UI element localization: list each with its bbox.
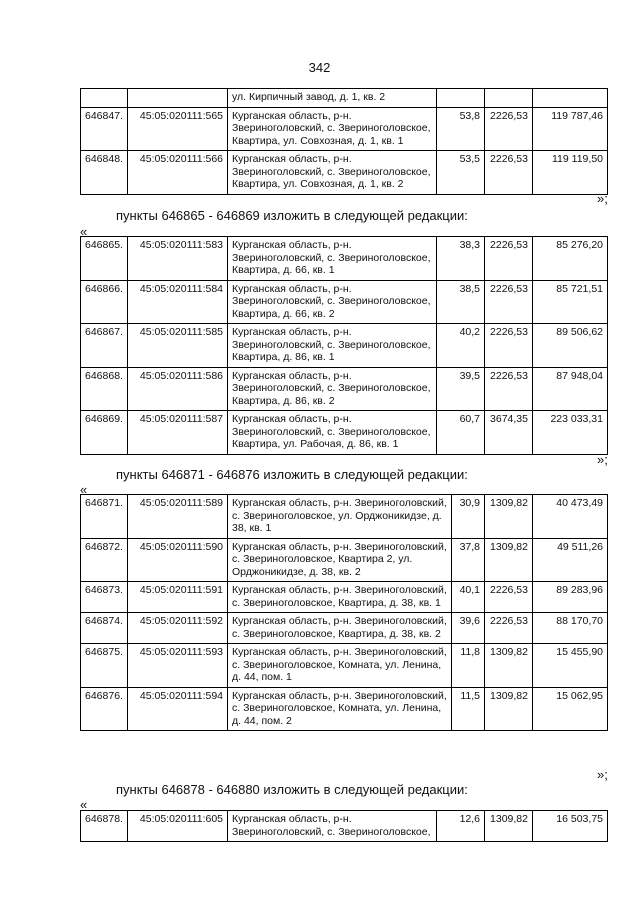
cadastral-number: 45:05:020111:587 bbox=[128, 411, 228, 455]
area-value: 12,6 bbox=[437, 811, 485, 842]
table-row bbox=[81, 495, 608, 539]
item-number: 646878. bbox=[81, 811, 128, 842]
cadastral-number bbox=[128, 89, 228, 108]
address: Курганская область, р-н. Звериноголовский, с. Звериноголовское, Квартира, д. 38, кв. 1 bbox=[228, 582, 452, 613]
cadastral-number: 45:05:020111:594 bbox=[128, 687, 228, 731]
price-per-unit: 1309,82 bbox=[485, 495, 533, 539]
address: Курганская область, р-н. Звериноголовский, с. Звериноголовское, Квартира, д. 86, кв. 1 bbox=[228, 324, 437, 368]
area-value: 39,5 bbox=[437, 367, 485, 411]
cadastral-number: 45:05:020111:591 bbox=[128, 582, 228, 613]
area-value: 38,5 bbox=[437, 280, 485, 324]
item-number: 646867. bbox=[81, 324, 128, 368]
table-row bbox=[81, 280, 608, 324]
address: Курганская область, р-н. Звериноголовский, с. Звериноголовское, bbox=[228, 811, 437, 842]
cadastral-number: 45:05:020111:593 bbox=[128, 644, 228, 688]
cadastral-value: 88 170,70 bbox=[533, 613, 608, 644]
area-value: 40,2 bbox=[437, 324, 485, 368]
registry-table-2 bbox=[80, 236, 608, 455]
cadastral-value: 15 455,90 bbox=[533, 644, 608, 688]
area-value: 40,1 bbox=[452, 582, 485, 613]
table-row bbox=[81, 582, 608, 613]
cadastral-number: 45:05:020111:590 bbox=[128, 538, 228, 582]
address: Курганская область, р-н. Звериноголовский, с. Звериноголовское, Квартира, ул. Рабочая, д. 86, кв. 1 bbox=[228, 411, 437, 455]
cadastral-value: 87 948,04 bbox=[533, 367, 608, 411]
table-row bbox=[81, 644, 608, 688]
price-per-unit bbox=[485, 89, 533, 108]
area-value: 11,5 bbox=[452, 687, 485, 731]
price-per-unit: 2226,53 bbox=[485, 237, 533, 281]
cadastral-number: 45:05:020111:586 bbox=[128, 367, 228, 411]
cadastral-value: 49 511,26 bbox=[533, 538, 608, 582]
price-per-unit: 3674,35 bbox=[485, 411, 533, 455]
item-number: 646871. bbox=[81, 495, 128, 539]
amendment-note-2: пункты 646871 - 646876 изложить в следующей редакции: bbox=[116, 467, 468, 482]
table-row bbox=[81, 811, 608, 842]
cadastral-value: 16 503,75 bbox=[533, 811, 608, 842]
price-per-unit: 2226,53 bbox=[485, 613, 533, 644]
table-row bbox=[81, 237, 608, 281]
item-number bbox=[81, 89, 128, 108]
cadastral-value: 15 062,95 bbox=[533, 687, 608, 731]
cadastral-value: 85 276,20 bbox=[533, 237, 608, 281]
table-row bbox=[81, 151, 608, 195]
table-row bbox=[81, 367, 608, 411]
table-row bbox=[81, 538, 608, 582]
address: Курганская область, р-н. Звериноголовский, с. Звериноголовское, Квартира, ул. Совхозная, д. 1, кв. 2 bbox=[228, 151, 437, 195]
address: Курганская область, р-н. Звериноголовский, с. Звериноголовское, Комната, ул. Ленина, д. 44, пом. 1 bbox=[228, 644, 452, 688]
cadastral-value: 119 119,50 bbox=[533, 151, 608, 195]
registry-table-1 bbox=[80, 88, 608, 195]
closing-quote-1: »; bbox=[597, 191, 608, 206]
price-per-unit: 2226,53 bbox=[485, 324, 533, 368]
cadastral-number: 45:05:020111:583 bbox=[128, 237, 228, 281]
item-number: 646875. bbox=[81, 644, 128, 688]
amendment-note-3: пункты 646878 - 646880 изложить в следующей редакции: bbox=[116, 782, 468, 797]
address: Курганская область, р-н. Звериноголовский, с. Звериноголовское, Квартира, д. 86, кв. 2 bbox=[228, 367, 437, 411]
area-value: 37,8 bbox=[452, 538, 485, 582]
address: ул. Кирпичный завод, д. 1, кв. 2 bbox=[228, 89, 437, 108]
cadastral-number: 45:05:020111:589 bbox=[128, 495, 228, 539]
registry-table-4 bbox=[80, 810, 608, 842]
page-number: 342 bbox=[308, 60, 331, 75]
table-row bbox=[81, 687, 608, 731]
cadastral-value: 223 033,31 bbox=[533, 411, 608, 455]
item-number: 646874. bbox=[81, 613, 128, 644]
cadastral-value: 85 721,51 bbox=[533, 280, 608, 324]
price-per-unit: 1309,82 bbox=[485, 538, 533, 582]
price-per-unit: 2226,53 bbox=[485, 107, 533, 151]
cadastral-number: 45:05:020111:565 bbox=[128, 107, 228, 151]
cadastral-value: 89 506,62 bbox=[533, 324, 608, 368]
item-number: 646865. bbox=[81, 237, 128, 281]
item-number: 646847. bbox=[81, 107, 128, 151]
table-row bbox=[81, 107, 608, 151]
cadastral-number: 45:05:020111:584 bbox=[128, 280, 228, 324]
area-value: 11,8 bbox=[452, 644, 485, 688]
address: Курганская область, р-н. Звериноголовский, с. Звериноголовское, Комната, ул. Ленина, д. 44, пом. 2 bbox=[228, 687, 452, 731]
item-number: 646866. bbox=[81, 280, 128, 324]
address: Курганская область, р-н. Звериноголовский, с. Звериноголовское, Квартира, д. 66, кв. 2 bbox=[228, 280, 437, 324]
item-number: 646873. bbox=[81, 582, 128, 613]
price-per-unit: 1309,82 bbox=[485, 687, 533, 731]
item-number: 646869. bbox=[81, 411, 128, 455]
address: Курганская область, р-н. Звериноголовский, с. Звериноголовское, Квартира, д. 66, кв. 1 bbox=[228, 237, 437, 281]
cadastral-number: 45:05:020111:605 bbox=[128, 811, 228, 842]
area-value: 38,3 bbox=[437, 237, 485, 281]
closing-quote-3: »; bbox=[597, 767, 608, 782]
address: Курганская область, р-н. Звериноголовский, с. Звериноголовское, Квартира, д. 38, кв. 2 bbox=[228, 613, 452, 644]
cadastral-value: 89 283,96 bbox=[533, 582, 608, 613]
item-number: 646872. bbox=[81, 538, 128, 582]
item-number: 646868. bbox=[81, 367, 128, 411]
table-row bbox=[81, 324, 608, 368]
area-value: 53,8 bbox=[437, 107, 485, 151]
cadastral-value: 119 787,46 bbox=[533, 107, 608, 151]
address: Курганская область, р-н. Звериноголовский, с. Звериноголовское, Квартира, ул. Совхозная, д. 1, кв. 1 bbox=[228, 107, 437, 151]
table-row bbox=[81, 89, 608, 108]
table-row bbox=[81, 613, 608, 644]
area-value: 39,6 bbox=[452, 613, 485, 644]
price-per-unit: 2226,53 bbox=[485, 151, 533, 195]
cadastral-value: 40 473,49 bbox=[533, 495, 608, 539]
table-row bbox=[81, 411, 608, 455]
item-number: 646848. bbox=[81, 151, 128, 195]
cadastral-number: 45:05:020111:566 bbox=[128, 151, 228, 195]
area-value: 30,9 bbox=[452, 495, 485, 539]
address: Курганская область, р-н. Звериноголовский, с. Звериноголовское, Квартира 2, ул. Орджоникидзе, д. 38, кв. 2 bbox=[228, 538, 452, 582]
price-per-unit: 2226,53 bbox=[485, 280, 533, 324]
price-per-unit: 1309,82 bbox=[485, 811, 533, 842]
closing-quote-2: »; bbox=[597, 452, 608, 467]
opening-quote-3: « bbox=[80, 797, 88, 812]
cadastral-number: 45:05:020111:592 bbox=[128, 613, 228, 644]
price-per-unit: 2226,53 bbox=[485, 582, 533, 613]
area-value bbox=[437, 89, 485, 108]
opening-quote-1: « bbox=[80, 224, 88, 239]
area-value: 60,7 bbox=[437, 411, 485, 455]
area-value: 53,5 bbox=[437, 151, 485, 195]
cadastral-value bbox=[533, 89, 608, 108]
opening-quote-2: « bbox=[80, 482, 88, 497]
item-number: 646876. bbox=[81, 687, 128, 731]
cadastral-number: 45:05:020111:585 bbox=[128, 324, 228, 368]
registry-table-3 bbox=[80, 494, 608, 731]
address: Курганская область, р-н. Звериноголовский, с. Звериноголовское, ул. Орджоникидзе, д. 38, кв. 1 bbox=[228, 495, 452, 539]
price-per-unit: 1309,82 bbox=[485, 644, 533, 688]
amendment-note-1: пункты 646865 - 646869 изложить в следующей редакции: bbox=[116, 208, 468, 223]
price-per-unit: 2226,53 bbox=[485, 367, 533, 411]
